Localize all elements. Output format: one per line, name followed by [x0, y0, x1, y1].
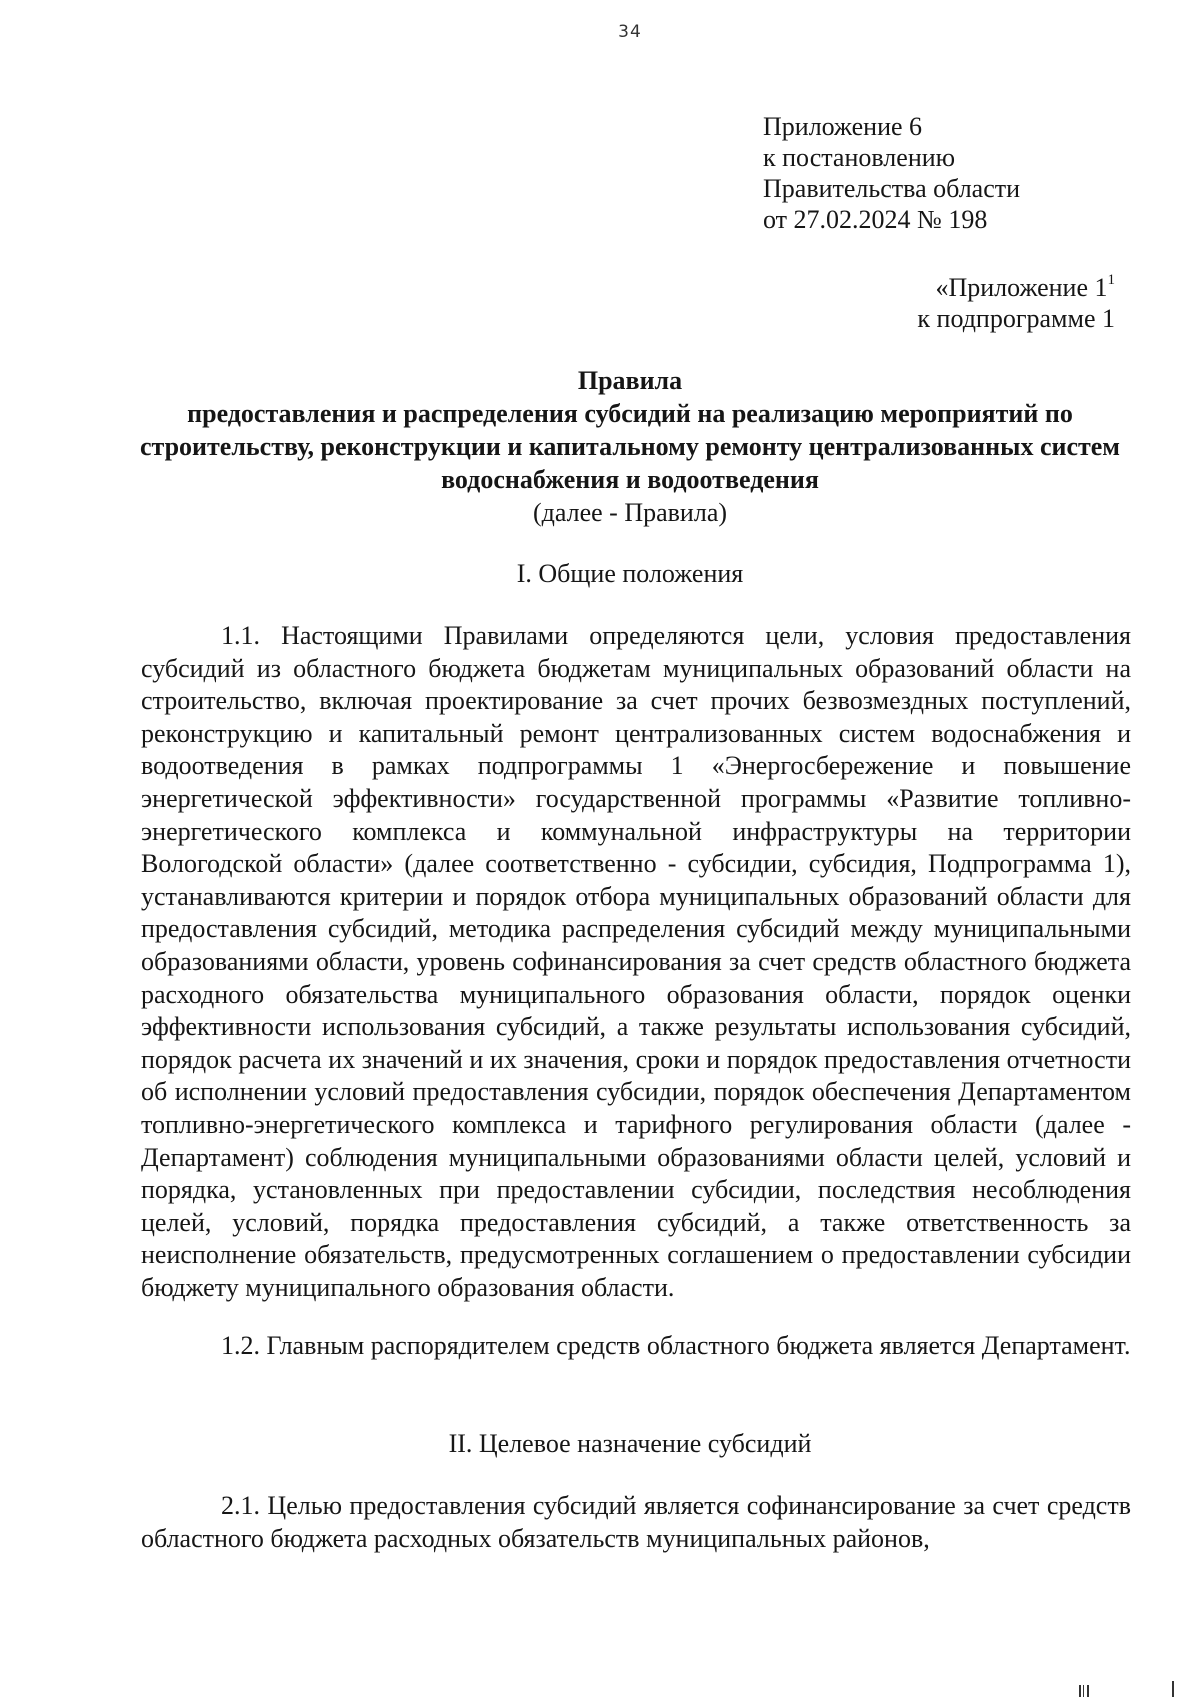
- sub-appendix-title: «Приложение 1: [935, 273, 1108, 302]
- sub-appendix-line: к подпрограмме 1: [917, 304, 1115, 333]
- title-subtitle: предоставления и распределения субсидий на реализацию мероприятий по строительству, реконструкции и капитальному ремонту централизованных систем водоснабжения и водоотведения: [139, 399, 1121, 494]
- scan-mark: [1087, 1685, 1089, 1697]
- appendix-block: [763, 111, 1020, 235]
- scan-mark: [1083, 1685, 1084, 1697]
- title-note: (далее - Правила): [532, 498, 728, 527]
- paragraph: 2.1. Целью предоставления субсидий является софинансирование за счет средств областного бюджета расходных обязательств муниципальных районов,: [141, 1491, 1131, 1553]
- sub-appendix-line: [855, 272, 1115, 303]
- appendix-line: к постановлению: [763, 143, 956, 172]
- appendix-line: Правительства области: [763, 174, 1021, 203]
- appendix-line: Приложение 6: [763, 112, 923, 141]
- sub-appendix-block: [855, 272, 1115, 334]
- superscript: 1: [1107, 272, 1115, 288]
- document-title: [130, 364, 1130, 529]
- paragraph: 1.2. Главным распорядителем средств областного бюджета является Департамент.: [221, 1331, 1131, 1360]
- paragraph: 1.1. Настоящими Правилами определяются цели, условия предоставления субсидий из областного бюджета бюджетам муниципальных образований области на строительство, включая проектирование за счет прочих безвозмездных поступлений, реконструкцию и капитальный ремонт централизованных систем водоснабжения и водоотведения в рамках подпрограммы 1 «Энергосбережение и повышение энергетической эффективности» государственной программы «Развитие топливно-энергетического комплекса и коммунальной инфраструктуры на территории Вологодской области» (далее соответственно - субсидии, субсидия, Подпрограмма 1), устанавливаются критерии и порядок отбора муниципальных образований области для предоставления субсидий, методика распределения субсидий между муниципальными образованиями области, уровень софинансирования за счет средств областного бюджета расходного обязательства муниципального образования области, порядок оценки эффективности использования субсидий, а также результаты использования субсидий, порядок расчета их значений и их значения, сроки и порядок предоставления отчетности об исполнении условий предоставления субсидии, порядок обеспечения Департаментом топливно-энергетического комплекса и тарифного регулирования области (далее - Департамент) соблюдения муниципальными образованиями области целей, условий и порядка, установленных при предоставлении субсидии, последствия несоблюдения целей, условий, порядка предоставления субсидий, а также ответственность за неисполнение обязательств, предусмотренных соглашением о предоставлении субсидии бюджету муниципального образования области.: [141, 621, 1131, 1302]
- title-heading: Правила: [577, 366, 683, 395]
- scan-mark: [1172, 1681, 1174, 1697]
- scan-mark: [1079, 1685, 1081, 1697]
- section-heading: II. Целевое назначение субсидий: [448, 1429, 812, 1458]
- page-number: 34: [618, 22, 642, 42]
- appendix-date: от 27.02.2024 № 198: [763, 205, 988, 234]
- section-heading: I. Общие положения: [516, 559, 744, 588]
